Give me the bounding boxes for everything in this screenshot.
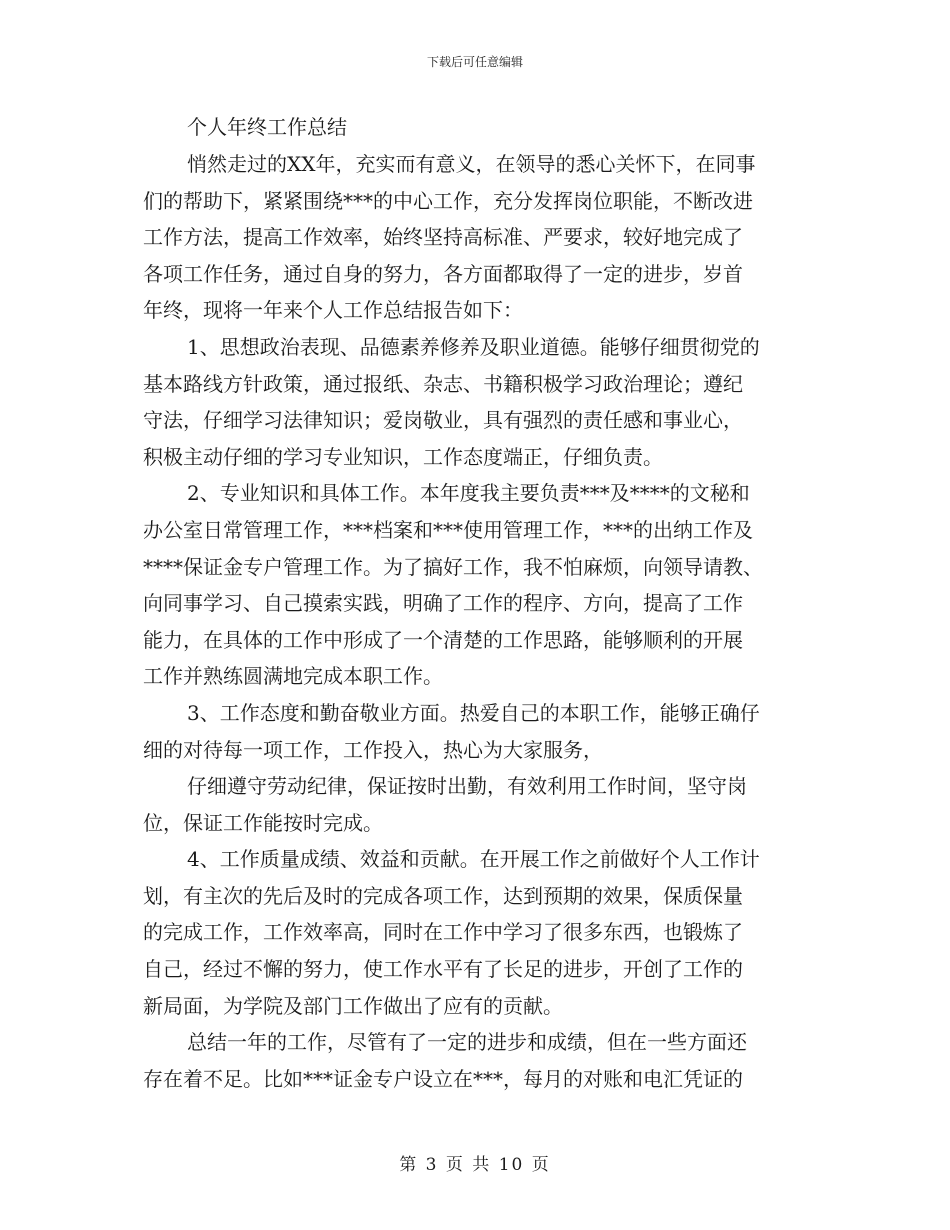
paragraph-section-3-cont: 仔细遵守劳动纪律，保证按时出勤，有效利用工作时间，坚守岗 位，保证工作能按时完成。 [143, 774, 747, 835]
page-header-note: 下载后可任意编辑 [426, 55, 523, 69]
document-title: 个人年终工作总结 [187, 115, 347, 139]
page-number: 第 3 页 共 10 页 [399, 1155, 551, 1175]
paragraph-section-3: 3、工作态度和勤奋敬业方面。热爱自己的本职工作，能够正确仔 细的对待每一项工作，工作投入，热心为大家服务， [143, 700, 760, 762]
paragraph-section-1: 1、思想政治表现、品德素养修养及职业道德。能够仔细贯彻党的 基本路线方针政策，通过报纸、杂志、书籍积极学习政治理论；遵纪 守法，仔细学习法律知识；爱岗敬业，具有强烈的责任感和事业心， 积极主动仔细的学习专业知识，工作态度端正，仔细负责。 [143, 334, 760, 469]
paragraph-section-2: 2、专业知识和具体工作。本年度我主要负责***及****的文秘和 办公室日常管理工作，***档案和***使用管理工作，***的出纳工作及 ****保证金专户管理工作。为了搞好工作，我不怕麻烦，向领导请教、 向同事学习、自己摸索实践，明确了工作的程序、方向，提高了工作 能力，在具体的工作中形成了一个清楚的工作思路，能够顺利的开展 工作并熟练圆满地完成本职工作。 [143, 481, 763, 689]
document-body [143, 108, 808, 1097]
paragraph-summary: 总结一年的工作，尽管有了一定的进步和成绩，但在一些方面还 存在着不足。比如***证金专户设立在***，每月的对账和电汇凭证的 [143, 1030, 747, 1091]
paragraph-intro: 悄然走过的XX年，充实而有意义，在领导的悉心关怀下，在同事 们的帮助下，紧紧围绕***的中心工作，充分发挥岗位职能，不断改进 工作方法，提高工作效率，始终坚持高标准、严要求，较好地完成了 各项工作任务，通过自身的努力，各方面都取得了一定的进步，岁首 年终，现将一年来个人工作总结报告如下： [143, 152, 756, 323]
paragraph-section-4: 4、工作质量成绩、效益和贡献。在开展工作之前做好个人工作计 划，有主次的先后及时的完成各项工作，达到预期的效果，保质保量 的完成工作，工作效率高，同时在工作中学习了很多东西，也锻炼了 自己，经过不懈的努力，使工作水平有了长足的进步，开创了工作的 新局面，为学院及部门工作做出了应有的贡献。 [143, 847, 760, 1018]
